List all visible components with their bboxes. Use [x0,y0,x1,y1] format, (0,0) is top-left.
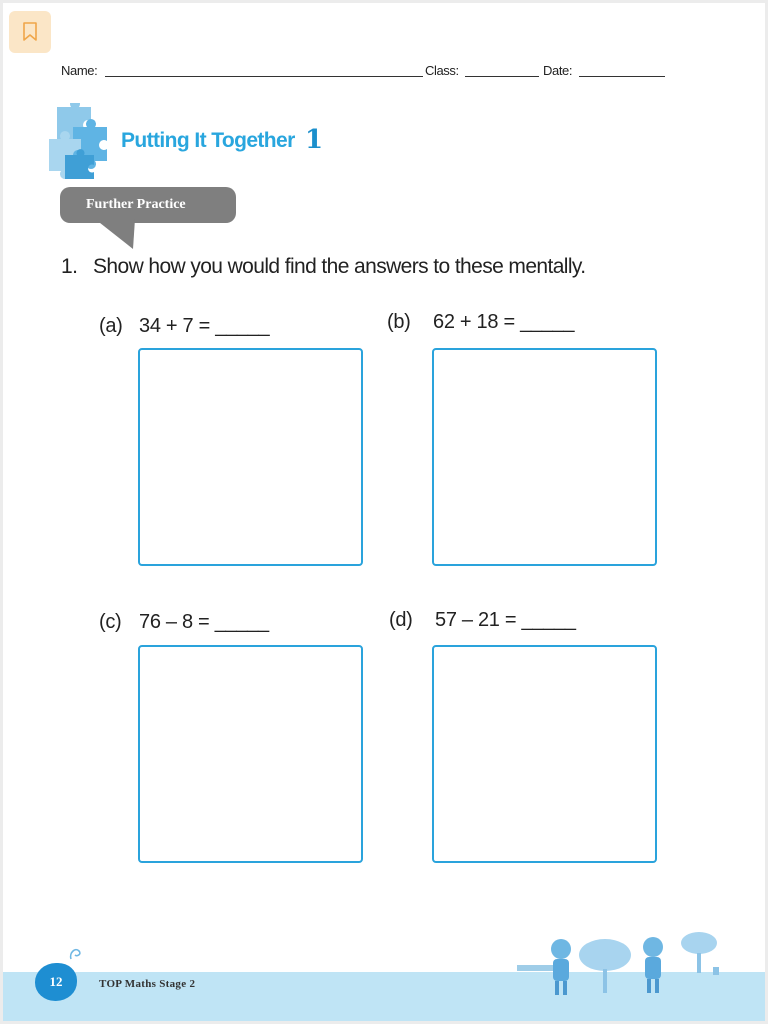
section-title [43,103,363,183]
name-line [105,76,423,77]
part-c-label [99,611,269,634]
class-line [465,76,539,77]
bookmark-icon [22,22,38,42]
bookmark-button[interactable] [9,11,51,53]
part-a-expression: 34 + 7 = _____ [139,315,270,337]
question-text: Show how you would find the answers to these mentally. [93,255,586,278]
footer-illustration [513,931,743,1001]
part-d-expression: 57 – 21 = _____ [435,609,576,631]
date-line [579,76,665,77]
book-title: TOP Maths Stage 2 [99,978,196,990]
section-title-text: Putting It Together [121,129,295,152]
part-d-label [389,609,576,632]
section-number: 1 [305,125,324,155]
further-practice-badge: Further Practice [60,187,236,223]
speech-bubble-tail [95,219,135,251]
part-a-label [99,315,269,338]
part-a-letter: (a) [99,315,123,337]
page-number-badge: 12 [35,963,77,1001]
part-c-expression: 76 – 8 = _____ [139,611,269,633]
class-label: Class: [425,63,459,78]
student-info-line [61,61,671,83]
part-d-letter: (d) [389,609,413,631]
swirl-icon [67,945,87,965]
part-c-letter: (c) [99,611,122,633]
part-a-answer-box[interactable] [138,348,363,566]
part-c-answer-box[interactable] [138,645,363,863]
part-b-expression: 62 + 18 = _____ [433,311,575,333]
name-label: Name: [61,63,98,78]
date-label: Date: [543,63,573,78]
part-b-answer-box[interactable] [432,348,657,566]
question-number: 1. [61,255,78,278]
puzzle-pieces-icon [43,103,115,179]
part-b-label [387,311,574,334]
worksheet-page [3,3,765,1021]
part-b-letter: (b) [387,311,411,333]
part-d-answer-box[interactable] [432,645,657,863]
question-1 [61,255,586,279]
